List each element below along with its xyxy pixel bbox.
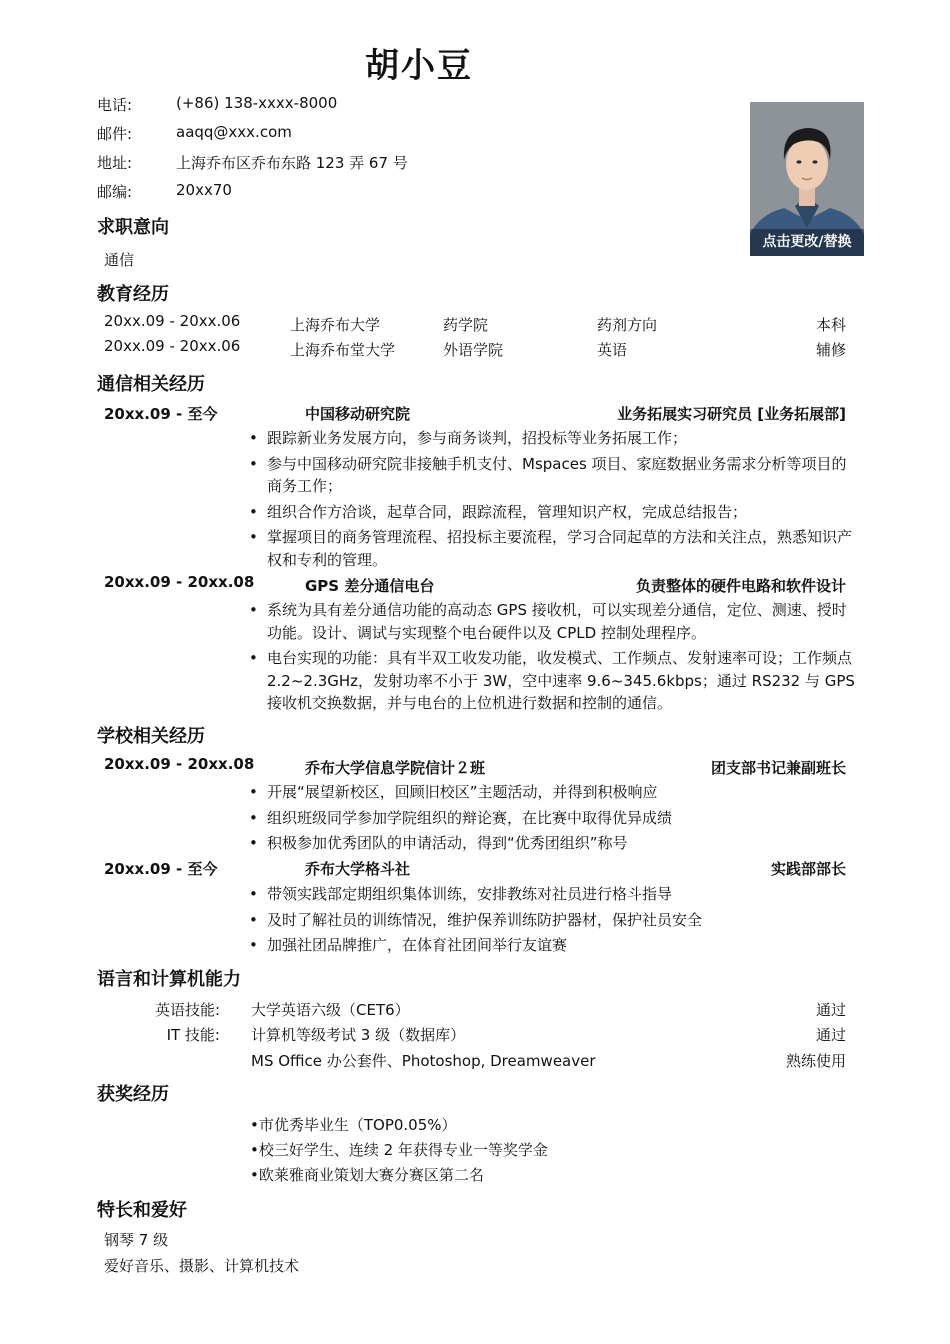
award-item: •校三好学生、连续 2 年获得专业一等奖学金 [250, 1141, 548, 1159]
exp-bullet-list [246, 599, 856, 718]
section-school-experience: 学校相关经历 [97, 726, 205, 747]
exp-bullet: • 跟踪新业务发展方向，参与商务谈判，招投标等业务拓展工作； [246, 427, 856, 450]
email-label: 邮件: [97, 125, 133, 143]
skill-label: IT 技能: [166, 1026, 220, 1044]
hobby-item: 爱好音乐、摄影、计算机技术 [104, 1257, 300, 1275]
skill-level: 通过 [815, 1026, 846, 1044]
award-item: •市优秀毕业生（TOP0.05%） [250, 1116, 457, 1134]
exp-bullet: • 组织合作方洽谈，起草合同，跟踪流程，管理知识产权，完成总结报告； [246, 501, 856, 524]
exp-bullet-list [246, 781, 856, 858]
exp-org: 中国移动研究院 [305, 405, 411, 423]
section-hobbies: 特长和爱好 [97, 1200, 187, 1221]
resume-name: 胡小豆 [365, 46, 473, 86]
address-label: 地址: [97, 154, 133, 172]
exp-dates: 20xx.09 - 至今 [104, 860, 218, 878]
exp-bullet: • 加强社团品牌推广，在体育社团间举行友谊赛 [246, 934, 856, 957]
exp-bullet-list [246, 883, 856, 960]
edu-major: 药剂方向 [597, 316, 658, 334]
section-skills: 语言和计算机能力 [97, 969, 241, 990]
skill-desc: 大学英语六级（CET6） [251, 1001, 410, 1019]
skill-level: 通过 [815, 1001, 846, 1019]
edu-degree: 本科 [815, 316, 846, 334]
phone-value: (+86) 138-xxxx-8000 [176, 94, 338, 112]
exp-org: GPS 差分通信电台 [305, 577, 435, 595]
phone-label: 电话: [97, 96, 133, 114]
award-item: •欧莱雅商业策划大赛分赛区第二名 [250, 1166, 484, 1184]
exp-bullet: • 参与中国移动研究院非接触手机支付、Mspaces 项目、家庭数据业务需求分析等项目的商务工作； [246, 453, 856, 498]
section-education: 教育经历 [97, 284, 169, 305]
section-objective: 求职意向 [97, 217, 169, 238]
edu-dates: 20xx.09 - 20xx.06 [104, 337, 241, 355]
exp-bullet: • 带领实践部定期组织集体训练，安排教练对社员进行格斗指导 [246, 883, 856, 906]
edu-college: 外语学院 [443, 341, 504, 359]
exp-role: 业务拓展实习研究员 [业务拓展部] [617, 405, 846, 423]
exp-org: 乔布大学格斗社 [305, 860, 411, 878]
edu-dates: 20xx.09 - 20xx.06 [104, 312, 241, 330]
exp-bullet: • 掌握项目的商务管理流程、招投标主要流程，学习合同起草的方法和关注点，熟悉知识产权和专利的管理。 [246, 526, 856, 571]
edu-school: 上海乔布堂大学 [290, 341, 396, 359]
zipcode-label: 邮编: [97, 183, 133, 201]
exp-role: 实践部部长 [770, 860, 846, 878]
skill-level: 熟练使用 [785, 1052, 846, 1070]
section-comm-experience: 通信相关经历 [97, 374, 205, 395]
exp-bullet: • 组织班级同学参加学院组织的辩论赛，在比赛中取得优异成绩 [246, 807, 856, 830]
objective-value: 通信 [104, 251, 135, 269]
exp-bullet: • 及时了解社员的训练情况，维护保养训练防护器材，保护社员安全 [246, 909, 856, 932]
section-awards: 获奖经历 [97, 1084, 169, 1105]
skill-label: 英语技能: [154, 1001, 220, 1019]
exp-dates: 20xx.09 - 20xx.08 [104, 573, 255, 591]
edu-degree: 辅修 [815, 341, 846, 359]
profile-photo[interactable] [750, 102, 864, 256]
exp-dates: 20xx.09 - 至今 [104, 405, 218, 423]
exp-org: 乔布大学信息学院信计２班 [305, 759, 486, 777]
skill-desc: MS Office 办公套件、Photoshop, Dreamweaver [251, 1052, 596, 1070]
exp-bullet: • 电台实现的功能：具有半双工收发功能，收发模式、工作频点、发射速率可设；工作频点 2.2~2.3GHz，发射功率不小于 3W，空中速率 9.6~345.6kbps；通过 RS232 与 GPS 接收机交换数据，并与电台的上位机进行数据和控制的通信。 [246, 647, 856, 715]
skill-desc: 计算机等级考试 3 级（数据库） [251, 1026, 466, 1044]
exp-role: 负责整体的硬件电路和软件设计 [635, 577, 846, 595]
email-value: aaqq@xxx.com [176, 123, 292, 141]
exp-bullet: • 开展“展望新校区，回顾旧校区”主题活动，并得到积极响应 [246, 781, 856, 804]
exp-bullet-list [246, 427, 856, 574]
address-value: 上海乔布区乔布东路 123 弄 67 号 [176, 154, 408, 172]
photo-caption[interactable]: 点击更改/替换 [750, 229, 864, 256]
exp-bullet: • 积极参加优秀团队的申请活动，得到“优秀团组织”称号 [246, 832, 856, 855]
edu-major: 英语 [597, 341, 628, 359]
edu-school: 上海乔布大学 [290, 316, 381, 334]
edu-college: 药学院 [443, 316, 489, 334]
hobby-item: 钢琴 7 级 [104, 1231, 169, 1249]
exp-role: 团支部书记兼副班长 [710, 759, 846, 777]
zipcode-value: 20xx70 [176, 181, 232, 199]
exp-bullet: • 系统为具有差分通信功能的高动态 GPS 接收机，可以实现差分通信，定位、测速、授时功能。设计、调试与实现整个电台硬件以及 CPLD 控制处理程序。 [246, 599, 856, 644]
exp-dates: 20xx.09 - 20xx.08 [104, 755, 255, 773]
